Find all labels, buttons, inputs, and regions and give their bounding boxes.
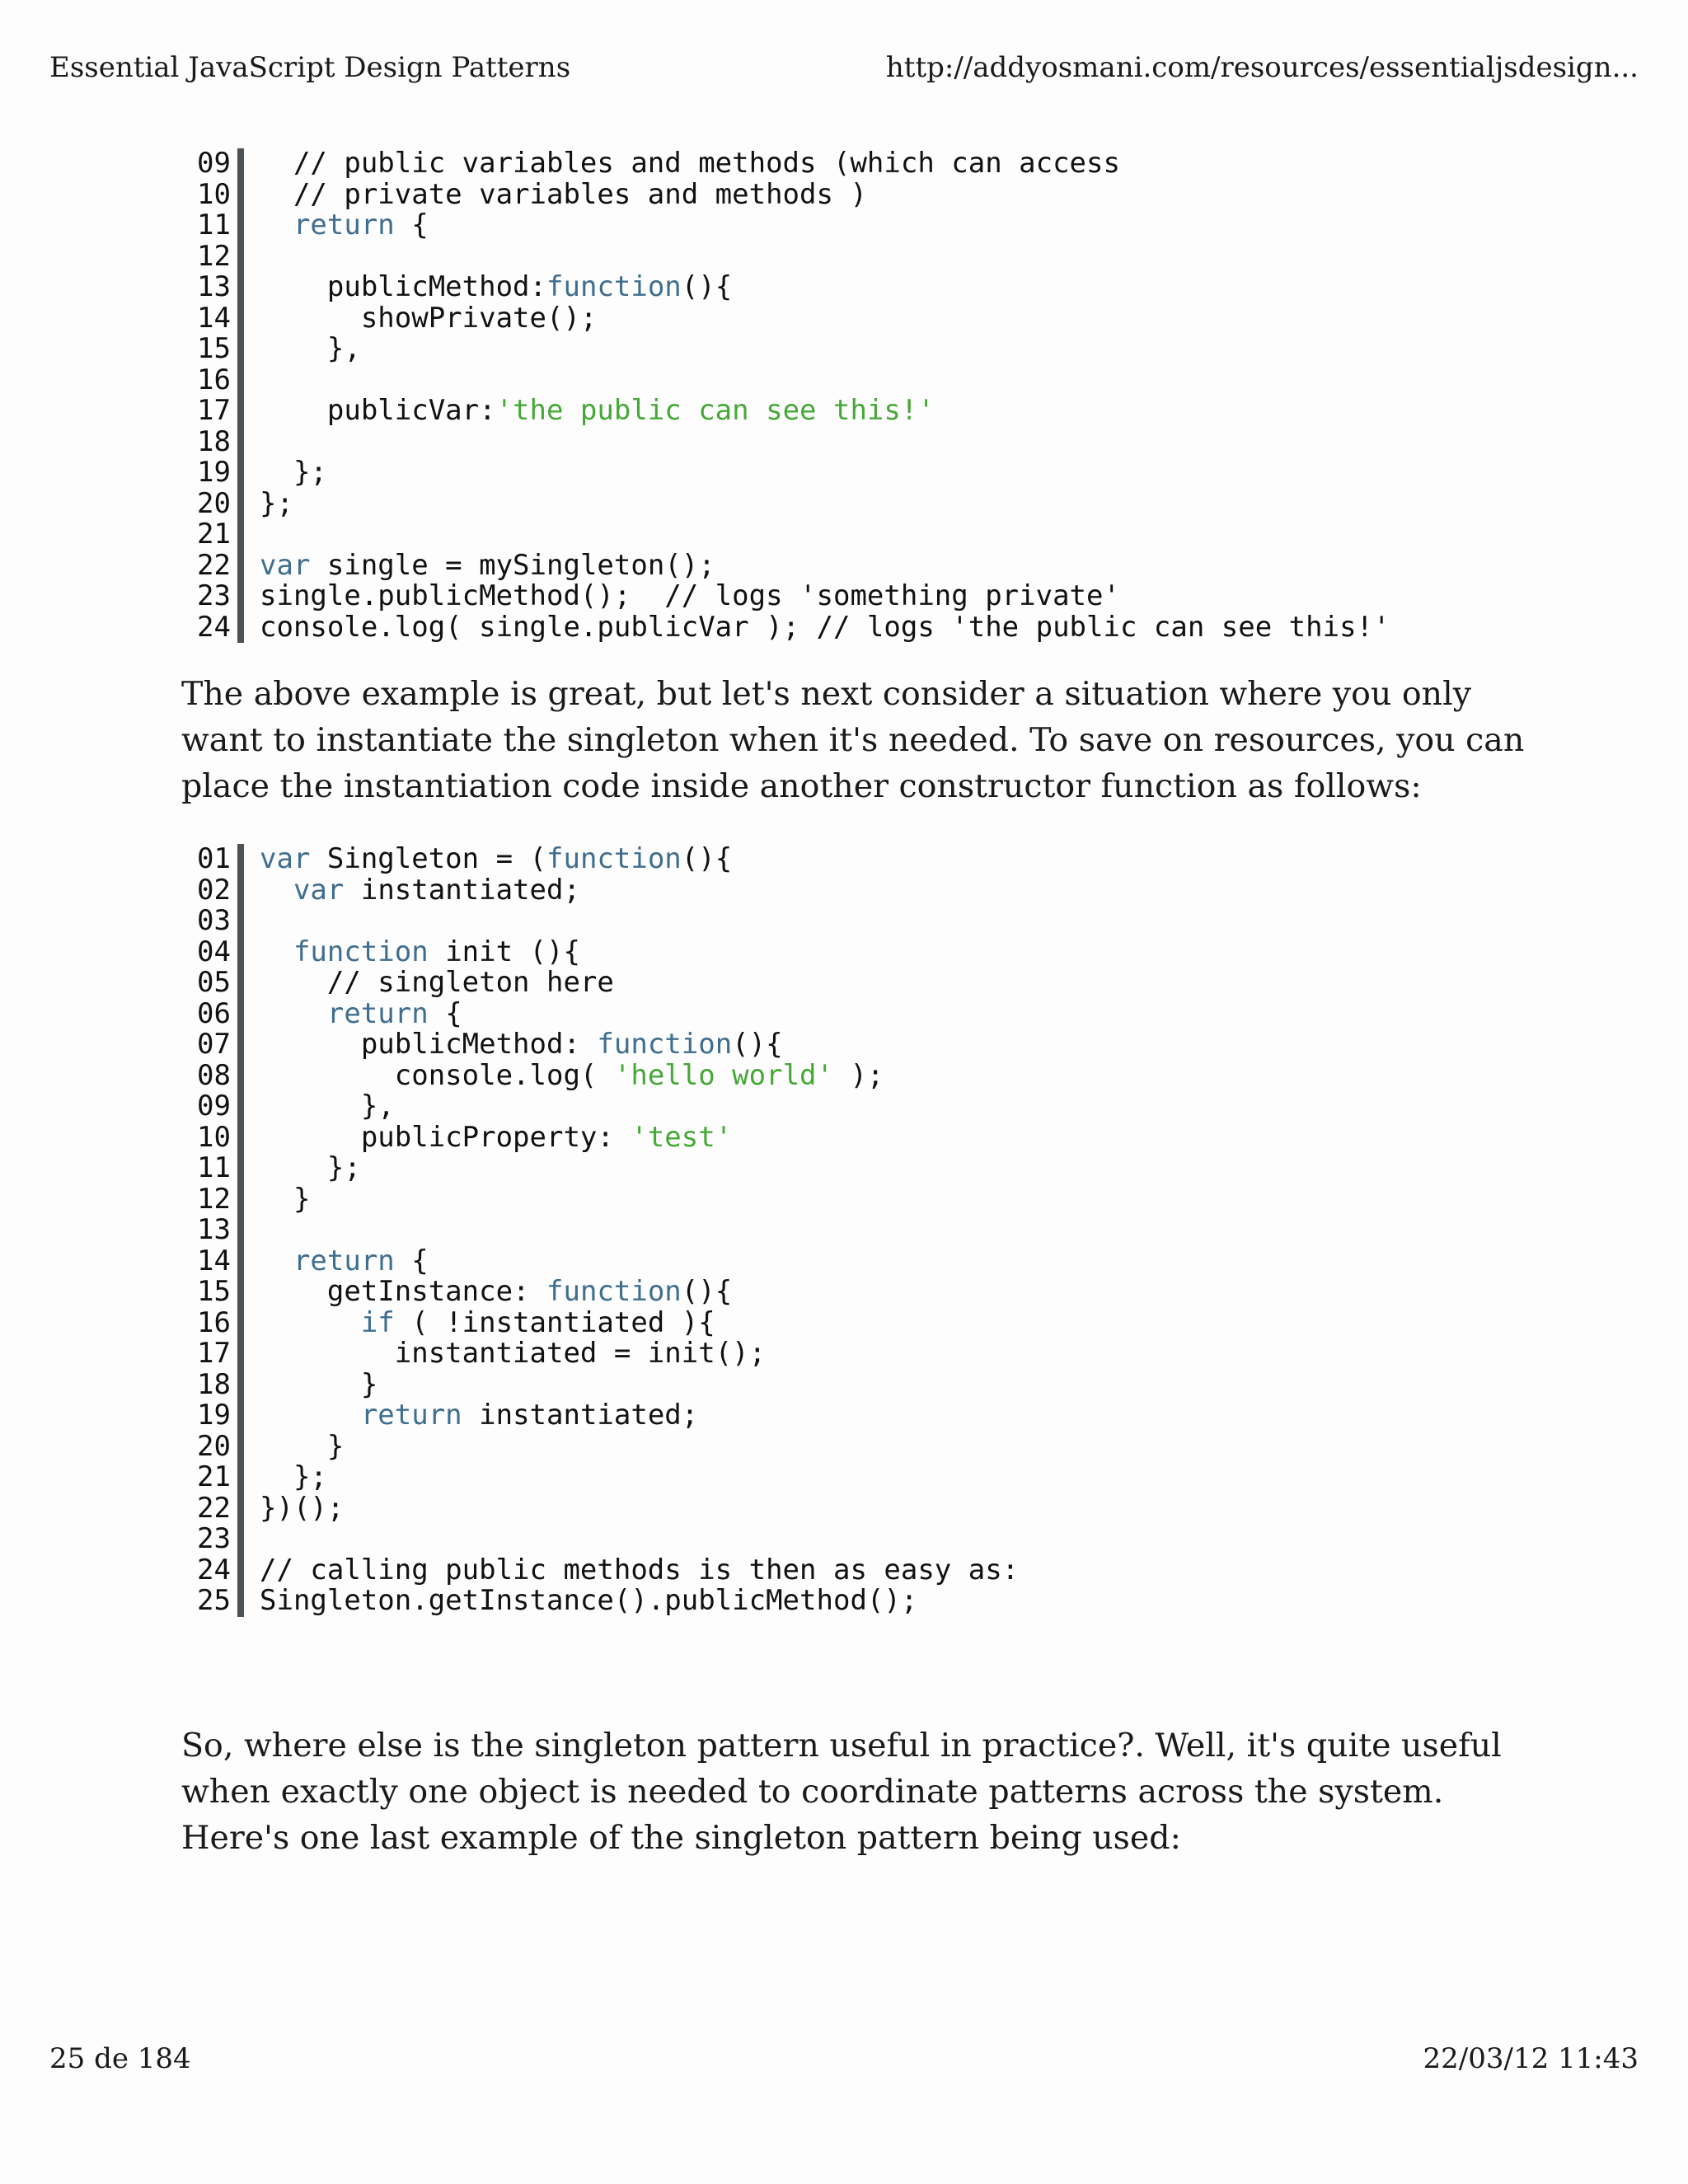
print-datetime: 22/03/12 11:43 (1423, 2042, 1639, 2075)
code-token: }, (260, 332, 361, 365)
string-token: 'hello world' (613, 1058, 833, 1092)
line-number: 11 (197, 1151, 231, 1184)
code-token: // calling public methods is then as easy as: (260, 1553, 1020, 1586)
string-token: 'test' (631, 1120, 733, 1154)
code-text (260, 1400, 698, 1432)
code-text (260, 1305, 715, 1339)
keyword-token: return (326, 996, 429, 1030)
code-line (0, 241, 1688, 273)
code-token: init (){ (428, 935, 580, 968)
code-token: } (260, 1429, 345, 1463)
keyword-token: function (546, 842, 682, 875)
code-line (0, 1400, 1688, 1432)
keyword-token: var (260, 548, 311, 582)
code-block (0, 148, 1688, 643)
code-text (260, 844, 732, 875)
code-token: instantiated; (462, 1399, 699, 1432)
line-number: 25 (197, 1584, 231, 1617)
line-number: 15 (197, 1275, 231, 1308)
code-token: { (428, 996, 462, 1030)
code-line (0, 1493, 1688, 1525)
code-line (0, 968, 1688, 999)
code-token: Singleton = ( (310, 842, 546, 875)
code-text (260, 968, 614, 999)
code-token: // singleton here (260, 966, 614, 999)
code-line (0, 457, 1688, 489)
code-token (260, 209, 293, 241)
keyword-token: function (597, 1028, 733, 1061)
keyword-token: return (293, 209, 395, 241)
code-token: { (394, 209, 429, 241)
code-text (260, 1246, 429, 1277)
code-token (260, 874, 293, 907)
code-token: instantiated = init(); (260, 1337, 767, 1370)
code-line (0, 210, 1688, 241)
code-text (260, 1555, 1019, 1586)
code-line (0, 1367, 1688, 1401)
code-text (260, 875, 580, 907)
line-number: 02 (197, 873, 231, 907)
line-number: 12 (197, 1182, 231, 1216)
line-number: 16 (197, 1305, 231, 1339)
line-number: 11 (197, 209, 231, 241)
code-text (260, 581, 1120, 612)
code-text (260, 457, 327, 489)
keyword-token: return (293, 1244, 395, 1277)
keyword-token: return (360, 1399, 462, 1432)
code-line (0, 1029, 1688, 1061)
line-number: 01 (197, 842, 231, 875)
code-text (260, 177, 867, 211)
code-line (0, 875, 1688, 907)
code-text (260, 1338, 766, 1370)
code-line (0, 1524, 1688, 1555)
paragraph: So, where else is the singleton pattern useful in practice?. Well, it's quite useful when exactly one object is needed to coordinate patterns across the system. Here's one last example of the singleton pattern being used: (181, 1727, 1502, 1857)
line-number: 19 (197, 1399, 231, 1432)
code-token: } (260, 1367, 378, 1401)
line-number: 08 (197, 1058, 231, 1092)
code-line (0, 1305, 1688, 1339)
line-number: 20 (197, 1429, 231, 1463)
code-line (0, 906, 1688, 937)
line-number: 24 (197, 1553, 231, 1586)
line-number: 24 (197, 610, 231, 644)
code-text (260, 548, 715, 582)
code-text (260, 1029, 783, 1061)
line-number: 03 (197, 904, 231, 937)
line-number: 09 (197, 1090, 231, 1122)
code-line (0, 1462, 1688, 1493)
code-token (260, 935, 293, 968)
code-text (260, 937, 580, 968)
line-number: 16 (197, 363, 231, 396)
line-number: 07 (197, 1028, 231, 1061)
print-footer (49, 2042, 1639, 2075)
page-number: 25 de 184 (49, 2042, 191, 2075)
line-number: 13 (197, 1213, 231, 1246)
code-line (0, 1277, 1688, 1308)
code-token: publicMethod: (260, 1028, 598, 1061)
code-text (260, 1277, 732, 1308)
code-line (0, 1153, 1688, 1184)
code-token: ); (832, 1058, 884, 1092)
code-line (0, 1555, 1688, 1586)
code-token: // public variables and methods (which can access (260, 147, 1120, 180)
string-token: 'the public can see this!' (495, 394, 935, 427)
code-token: getInstance: (260, 1275, 546, 1308)
line-number: 18 (197, 424, 231, 458)
code-token: { (394, 1244, 429, 1277)
line-number: 12 (197, 239, 231, 273)
code-text (260, 1586, 917, 1617)
document-title: Essential JavaScript Design Patterns (49, 51, 571, 84)
line-number: 21 (197, 518, 231, 551)
line-number: 09 (197, 147, 231, 180)
code-text (260, 303, 597, 335)
line-number: 14 (197, 1244, 231, 1277)
line-number: 22 (197, 1491, 231, 1525)
line-number: 20 (197, 486, 231, 520)
code-token: publicMethod: (260, 270, 546, 303)
code-line (0, 303, 1688, 335)
code-token: console.log( (260, 1058, 614, 1092)
code-token: (){ (681, 842, 733, 875)
code-text (260, 1493, 344, 1525)
line-number: 13 (197, 270, 231, 303)
line-number: 23 (197, 1522, 231, 1555)
line-number: 10 (197, 177, 231, 211)
line-number: 14 (197, 301, 231, 335)
code-token: console.log( single.publicVar ); // logs 'the public can see this!' (260, 610, 1390, 644)
code-text (260, 148, 1120, 180)
print-header (49, 51, 1639, 84)
line-number: 04 (197, 935, 231, 968)
keyword-token: if (360, 1305, 395, 1339)
code-token: }; (260, 1460, 327, 1493)
code-token: } (260, 1182, 311, 1216)
code-line (0, 612, 1688, 644)
line-number: 15 (197, 332, 231, 365)
code-line (0, 1429, 1688, 1463)
code-text (260, 272, 732, 303)
code-line (0, 996, 1688, 1030)
line-number: 18 (197, 1367, 231, 1401)
code-token: (){ (732, 1028, 783, 1061)
code-text (260, 1091, 395, 1122)
code-text (260, 1367, 378, 1401)
code-text (260, 1122, 732, 1154)
code-line (0, 1122, 1688, 1154)
line-number: 22 (197, 548, 231, 582)
code-text (260, 1184, 310, 1216)
code-token: single.publicMethod(); // logs 'something private' (260, 579, 1120, 612)
code-token: Singleton.getInstance().publicMethod(); (260, 1584, 918, 1617)
code-line (0, 1058, 1688, 1092)
code-text (260, 612, 1390, 644)
code-token (260, 1399, 361, 1432)
line-number: 17 (197, 394, 231, 427)
code-token: // private variables and methods ) (260, 177, 867, 211)
keyword-token: function (293, 935, 429, 968)
code-line (0, 581, 1688, 612)
code-text (260, 1462, 327, 1493)
code-line (0, 486, 1688, 520)
code-token: })(); (260, 1491, 345, 1525)
paragraph: The above example is great, but let's next consider a situation where you only want to instantiate the singleton when it's needed. To save on resources, you can place the instantiation code inside another constructor function as follows: (181, 675, 1525, 805)
keyword-token: function (546, 270, 682, 303)
code-line (0, 1184, 1688, 1216)
keyword-token: var (293, 873, 345, 907)
code-line (0, 1338, 1688, 1370)
code-token: showPrivate(); (260, 301, 598, 335)
code-token: publicVar: (260, 394, 496, 427)
code-token: instantiated; (344, 873, 580, 907)
code-line (0, 396, 1688, 427)
code-line (0, 937, 1688, 968)
code-text (260, 1153, 361, 1184)
code-text (260, 996, 462, 1030)
code-token: single = mySingleton(); (310, 548, 715, 582)
line-number: 17 (197, 1337, 231, 1370)
code-token (260, 1306, 361, 1339)
code-line (0, 1091, 1688, 1122)
code-line (0, 334, 1688, 365)
code-line (0, 519, 1688, 551)
code-line (0, 272, 1688, 303)
code-text (260, 1058, 884, 1092)
code-line (0, 1586, 1688, 1617)
code-text (260, 334, 361, 365)
keyword-token: var (260, 842, 311, 875)
code-text (260, 486, 293, 520)
code-token: }; (260, 486, 293, 520)
code-text (260, 396, 935, 427)
line-number: 19 (197, 456, 231, 489)
code-line (0, 365, 1688, 396)
code-token (260, 1244, 293, 1277)
line-number: 21 (197, 1460, 231, 1493)
code-text (260, 1429, 345, 1463)
code-line (0, 148, 1688, 180)
code-token: (){ (681, 270, 733, 303)
code-token: (){ (681, 1275, 733, 1308)
code-text (260, 210, 429, 241)
code-token: publicProperty: (260, 1120, 631, 1154)
line-number: 10 (197, 1120, 231, 1154)
code-line (0, 844, 1688, 875)
code-token: }; (260, 456, 327, 489)
code-token: }, (260, 1090, 395, 1122)
page-url: http://addyosmani.com/resources/essentialjsdesign... (885, 51, 1639, 84)
code-line (0, 424, 1688, 458)
code-line (0, 1215, 1688, 1246)
line-number: 06 (197, 996, 231, 1030)
code-line (0, 548, 1688, 582)
line-number: 23 (197, 579, 231, 612)
code-line (0, 1246, 1688, 1277)
code-line (0, 177, 1688, 211)
code-token: ( !instantiated ){ (394, 1305, 715, 1339)
code-token (260, 997, 327, 1030)
keyword-token: function (546, 1275, 682, 1308)
line-number: 05 (197, 966, 231, 999)
code-block (0, 844, 1688, 1617)
code-token: }; (260, 1151, 361, 1184)
